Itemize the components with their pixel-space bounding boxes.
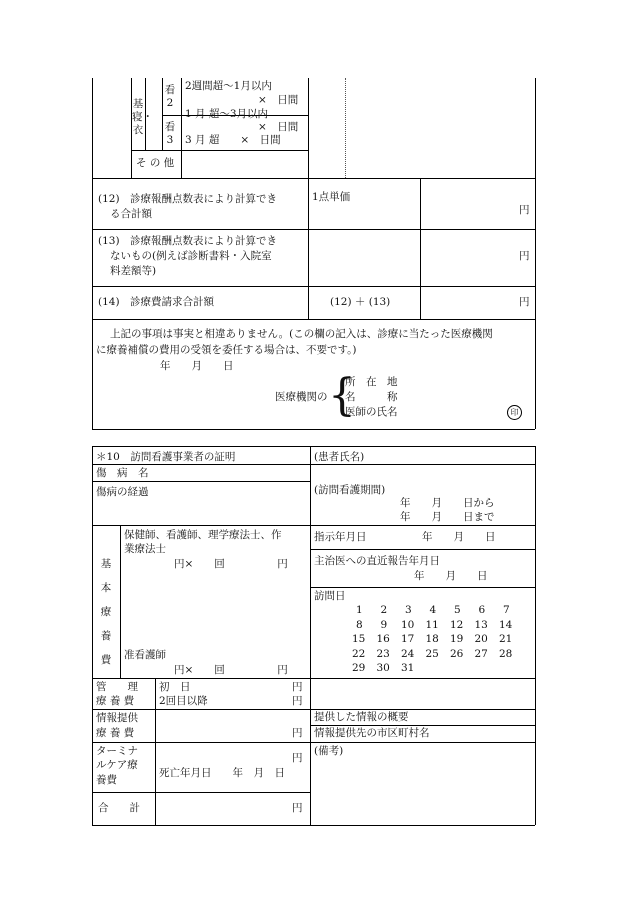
kan2-label: 看2 <box>164 84 176 109</box>
unit-price-label: 1点単価 <box>312 191 351 203</box>
visit-day: 14 <box>499 618 513 631</box>
visit-day: 8 <box>356 618 363 631</box>
management-fee-label-line1: 管 理 <box>96 681 138 693</box>
doctor-name-label: 医師の氏名 <box>345 406 398 418</box>
staff1-calc: 円× 回 円 <box>174 558 288 570</box>
info-summary-label: 提供した情報の概要 <box>314 711 409 723</box>
instruction-date-label: 指示年月日 <box>314 531 367 543</box>
item14-yen: 円 <box>519 296 530 308</box>
item13-label-line3: 料差額等) <box>110 265 157 277</box>
certification-date: 年 月 日 <box>160 360 234 372</box>
item12-label-line2: る合計額 <box>110 208 152 220</box>
certification-line2: に療養補償の費用の受領を委任する場合は、不要です。) <box>96 344 357 356</box>
visit-day: 27 <box>474 647 488 660</box>
terminal-fee-yen: 円 <box>292 752 303 764</box>
basic-fee-label: 基本療養費 <box>100 558 112 666</box>
visit-day: 21 <box>499 633 513 645</box>
visit-day: 9 <box>380 618 388 631</box>
institution-label: 医療機関の <box>275 391 328 403</box>
visit-day: 20 <box>474 633 488 645</box>
visit-day: 19 <box>450 633 464 645</box>
management-second-day: 2回目以降 <box>159 695 208 707</box>
visit-period-label: (訪問看護期間) <box>314 484 386 496</box>
item13-label-line2: ないもの(例えば診断書料・入院室 <box>110 250 272 262</box>
visit-day: 3 <box>405 604 412 616</box>
info-fee-label-line1: 情報提供 <box>96 712 138 724</box>
latest-report-label: 主治医への直近報告年月日 <box>314 555 440 567</box>
visit-day: 1 <box>356 604 363 616</box>
visit-day: 29 <box>352 662 366 674</box>
item13-yen: 円 <box>519 250 530 262</box>
visit-day: 4 <box>429 604 437 616</box>
management-fee-label-line2: 療 養 費 <box>96 695 135 707</box>
terminal-fee-label-line3: 養費 <box>96 774 117 786</box>
nursing-row1: 2週間超～1月以内 <box>185 80 272 92</box>
management-first-day-yen: 円 <box>292 681 303 693</box>
visit-day: 11 <box>425 618 439 631</box>
terminal-fee-label-line1: ターミナ <box>96 745 138 757</box>
visit-day: 30 <box>376 662 390 674</box>
terminal-fee-label-line2: ルケア療 <box>96 759 138 771</box>
item14-formula: (12) ＋ (13) <box>330 296 391 308</box>
disease-course-label: 傷病の経過 <box>96 486 149 498</box>
patient-name-label: (患者氏名) <box>314 451 365 463</box>
death-date-label: 死亡年月日 年 月 日 <box>159 767 285 779</box>
visit-day: 10 <box>401 618 415 631</box>
visiting-nurse-title: ＊10 訪問看護事業者の証明 <box>96 451 236 463</box>
other-label: そ の 他 <box>136 157 175 169</box>
item13-label-line1: (13) 診療報酬点数表により計算でき <box>98 235 278 247</box>
staff2-label: 准看護師 <box>124 649 166 661</box>
visit-day: 6 <box>478 604 486 616</box>
management-second-day-yen: 円 <box>292 695 303 707</box>
visit-days-label: 訪問日 <box>314 590 346 602</box>
staff2-calc: 円× 回 円 <box>174 664 288 676</box>
seal-icon: 印 <box>507 405 522 420</box>
visit-day: 25 <box>425 647 439 660</box>
total-yen: 円 <box>292 802 303 814</box>
visit-period-from: 年 月 日から <box>400 497 495 509</box>
visit-day: 22 <box>352 647 366 660</box>
latest-report-value: 年 月 日 <box>414 570 488 582</box>
visit-day: 17 <box>401 633 415 645</box>
visit-day: 13 <box>474 618 488 631</box>
instruction-date-value: 年 月 日 <box>422 531 496 543</box>
management-first-day: 初 日 <box>159 681 191 693</box>
nursing-group-label: 基寝・衣 <box>132 98 153 136</box>
visit-day: 12 <box>450 618 464 631</box>
name-label: 名 称 <box>345 391 398 403</box>
address-label: 所 在 地 <box>345 376 398 388</box>
staff1-line2: 業療法士 <box>124 543 166 555</box>
visit-day: 16 <box>376 633 390 645</box>
nursing-row3: 3 月 超 × 日間 <box>185 134 281 146</box>
nursing-row2: 1 月 超～3月以内 <box>185 108 269 120</box>
brace-icon: { <box>328 370 356 421</box>
nursing-row1-days: × 日間 <box>258 94 299 106</box>
visit-day: 31 <box>401 662 415 674</box>
item12-yen: 円 <box>519 204 530 216</box>
info-fee-label-line2: 療 養 費 <box>96 727 135 739</box>
visit-day: 24 <box>401 647 415 660</box>
info-municipality-label: 情報提供先の市区町村名 <box>314 727 430 739</box>
visit-day: 7 <box>503 604 510 616</box>
visit-period-to: 年 月 日まで <box>400 511 495 523</box>
remarks-label: (備考) <box>314 745 344 757</box>
visit-day: 2 <box>380 604 388 616</box>
disease-name-label: 傷 病 名 <box>96 467 149 479</box>
visit-day: 15 <box>352 633 366 645</box>
visit-day: 5 <box>454 604 461 616</box>
visit-day: 18 <box>425 633 439 645</box>
visit-day: 23 <box>376 647 390 660</box>
item14-label: (14) 診療費請求合計額 <box>98 296 215 308</box>
info-fee-yen: 円 <box>292 727 303 739</box>
staff1-line1: 保健師、看護師、理学療法士、作 <box>124 529 282 541</box>
visit-day: 28 <box>499 647 513 660</box>
item12-label-line1: (12) 診療報酬点数表により計算でき <box>98 193 278 205</box>
kan3-label: 看3 <box>164 121 176 146</box>
visit-day: 26 <box>450 647 464 660</box>
nursing-row2-days: × 日間 <box>258 121 299 133</box>
total-label: 合 計 <box>98 802 140 814</box>
certification-line1: 上記の事項は事実と相違ありません。(この欄の記入は、診療に当たった医療機関 <box>110 328 493 340</box>
